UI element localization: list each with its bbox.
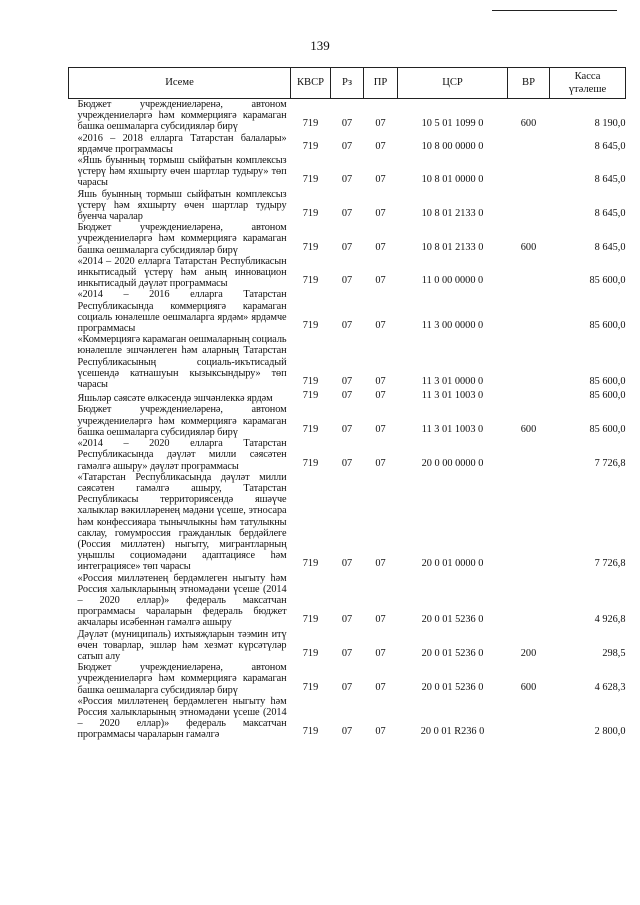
table-row: [69, 629, 626, 663]
row-vr: [508, 189, 550, 223]
row-name: «2014 – 2020 елларга Татарстан Республикасын инкытисадый үстерү һәм аның инновацион инкытисадый дәүләт программасы: [77, 255, 287, 290]
row-rz: 07: [341, 376, 353, 388]
row-csr: 11 0 00 0000 0: [421, 275, 484, 287]
row-name: Бюджет учреждениеләренә, автоном учреждениеләргә һәм коммерциягә карамаган башка оешмаларга субсидияләр бирү: [77, 99, 287, 133]
page-number: 139: [310, 38, 330, 53]
header-kassa-line2: үтәлеше: [568, 84, 607, 95]
row-csr: 10 8 01 2133 0: [421, 208, 484, 220]
row-pr: 07: [375, 376, 386, 388]
row-csr: 10 5 01 1099 0: [421, 118, 484, 130]
row-name: Дәүләт (муниципаль) ихтыяҗларын тәэмин итү өчен товарлар, эшләр һәм хезмәт күрсәтүләр сатып алу: [77, 628, 287, 662]
row-kvsr: 719: [302, 647, 319, 659]
table-body: [69, 99, 626, 741]
header-rz: Рз: [331, 68, 364, 99]
row-rz: 07: [341, 174, 353, 186]
row-kvsr: 719: [302, 390, 319, 402]
row-rz: 07: [341, 647, 353, 659]
row-amount: 8 645,0: [594, 208, 626, 220]
table-row: [69, 256, 626, 290]
row-pr: 07: [375, 390, 386, 402]
row-csr: 11 3 01 1003 0: [421, 423, 484, 435]
row-rz: 07: [341, 275, 353, 287]
row-kvsr: 719: [302, 174, 319, 186]
row-rz: 07: [341, 320, 353, 332]
row-kvsr: 719: [302, 320, 319, 332]
row-pr: 07: [375, 681, 386, 693]
row-name: «Россия милләтенең бердәмлеген ныгыту һәм Россия халыкларының этномәдәни үсеше (2014 – 2020 еллар)» федераль максатчан программасы чараларын федераль бюджет акчалары исәбеннән гамәлгә ашыру: [77, 572, 287, 629]
row-kvsr: 719: [302, 275, 319, 287]
row-name: «Татарстан Республикасында дәүләт милли сәясәтен гамәлгә ашыру, Татарстан Республикасы территориясендә яшәүче халыклар вәкилләренең мәдәни үсеше, этносара һәм конфессияара тынычлыкны һәм татулыкны саклау, гомумроссия гражданлык бердәйлеге (Россия милләтен) ныгыту, мигрантларның уңышлы социомәдәни адаптациясе һәм интеграциясе» төп чарасы: [77, 471, 287, 573]
row-csr: 20 0 01 5236 0: [421, 614, 484, 626]
row-csr: 20 0 00 0000 0: [421, 457, 484, 469]
row-amount: 8 645,0: [594, 174, 626, 186]
table-row: [69, 696, 626, 741]
table-row: [69, 390, 626, 404]
row-csr: 11 3 01 1003 0: [421, 390, 484, 402]
table-header-row: [69, 68, 626, 99]
row-vr: [508, 438, 550, 472]
row-vr: [508, 390, 550, 404]
row-csr: 10 8 01 0000 0: [421, 174, 484, 186]
table-row: [69, 334, 626, 390]
row-rz: 07: [341, 726, 353, 738]
row-pr: 07: [375, 647, 386, 659]
row-csr: 20 0 01 R236 0: [420, 726, 485, 738]
row-name: «2014 – 2020 елларга Татарстан Республикасында дәүләт милли сәясәтен гамәлгә ашыру» дәүләт программасы: [77, 438, 287, 472]
row-pr: 07: [375, 140, 386, 152]
row-pr: 07: [375, 423, 386, 435]
row-csr: 11 3 00 0000 0: [421, 320, 484, 332]
row-vr: [508, 256, 550, 290]
row-vr: 200: [520, 647, 537, 659]
table-row: [69, 404, 626, 438]
row-rz: 07: [341, 241, 353, 253]
table-row: [69, 289, 626, 334]
header-kvsr: КВСР: [291, 68, 331, 99]
row-amount: 85 600,0: [589, 320, 626, 332]
row-vr: 600: [520, 241, 537, 253]
row-kvsr: 719: [302, 208, 319, 220]
row-csr: 20 0 01 0000 0: [421, 558, 484, 570]
table-row: [69, 155, 626, 189]
row-amount: 4 628,3: [594, 681, 626, 693]
row-amount: 4 926,8: [594, 614, 626, 626]
row-rz: 07: [341, 140, 353, 152]
row-vr: 600: [520, 681, 537, 693]
row-amount: 85 600,0: [589, 423, 626, 435]
row-amount: 298,5: [602, 647, 626, 659]
row-amount: 8 645,0: [594, 140, 626, 152]
table-row: [69, 472, 626, 573]
row-vr: [508, 573, 550, 629]
row-pr: 07: [375, 275, 386, 287]
table-row: [69, 133, 626, 155]
row-csr: 10 8 01 2133 0: [421, 241, 484, 253]
row-pr: 07: [375, 614, 386, 626]
table-row: [69, 189, 626, 223]
row-vr: [508, 334, 550, 390]
row-vr: [508, 696, 550, 741]
row-rz: 07: [341, 208, 353, 220]
row-kvsr: 719: [302, 118, 319, 130]
table-row: [69, 222, 626, 256]
row-amount: 8 645,0: [594, 241, 626, 253]
row-csr: 10 8 00 0000 0: [421, 140, 484, 152]
row-name: «Коммерциягә карамаган оешмаларның социаль юнәлешле эшчәнлеген һәм аларның Татарстан Республикасының социаль-икътисадый үсешендә катнашуын кызыксындыру» төп чарасы: [77, 334, 287, 391]
row-vr: [508, 133, 550, 155]
row-kvsr: 719: [302, 457, 319, 469]
row-kvsr: 719: [302, 614, 319, 626]
row-pr: 07: [375, 118, 386, 130]
row-csr: 20 0 01 5236 0: [421, 647, 484, 659]
row-pr: 07: [375, 208, 386, 220]
row-name: Яшь буынның тормыш сыйфатын комплексыз үстерү һәм яхшырту өчен шартлар тудыру буенча чаралар: [77, 188, 287, 223]
row-amount: 85 600,0: [589, 275, 626, 287]
row-amount: 8 190,0: [594, 118, 626, 130]
row-kvsr: 719: [302, 726, 319, 738]
row-kvsr: 719: [302, 140, 319, 152]
row-pr: 07: [375, 174, 386, 186]
row-amount: 85 600,0: [589, 390, 626, 402]
header-kassa-line1: Касса: [574, 71, 601, 82]
header-name: Исеме: [69, 68, 291, 99]
header-vr: ВР: [508, 68, 550, 99]
row-name: «Россия милләтенең бердәмлеген ныгыту һәм Россия халыкларының этномәдәни үсеше (2014 – 2020 еллар)» федераль максатчан программасы чараларын гамәлгә: [77, 695, 287, 741]
row-amount: 2 800,0: [594, 726, 626, 738]
row-name: Бюджет учреждениеләренә, автоном учреждениеләргә һәм коммерциягә карамаган башка оешмаларга субсидияләр бирү: [77, 662, 287, 696]
row-pr: 07: [375, 320, 386, 332]
row-csr: 11 3 01 0000 0: [421, 376, 484, 388]
row-vr: [508, 289, 550, 334]
row-amount: 7 726,8: [594, 558, 626, 570]
table-row: [69, 662, 626, 696]
row-pr: 07: [375, 558, 386, 570]
row-name: Бюджет учреждениеләренә, автоном учреждениеләргә һәм коммерциягә карамаган башка оешмаларга субсидияләр бирү: [77, 404, 287, 438]
row-name: «Яшь буынның тормыш сыйфатын комплексыз үстерү һәм яхшырту өчен шартлар тудыру» төп чарасы: [77, 155, 287, 189]
row-vr: 600: [520, 118, 537, 130]
row-pr: 07: [375, 726, 386, 738]
row-kvsr: 719: [302, 241, 319, 253]
row-vr: 600: [520, 423, 537, 435]
row-pr: 07: [375, 457, 386, 469]
row-rz: 07: [341, 457, 353, 469]
header-rule: [492, 10, 617, 11]
row-kvsr: 719: [302, 681, 319, 693]
row-name: Яшьләр сәясәте өлкәсендә эшчәнлеккә ярдәм: [77, 393, 273, 405]
row-rz: 07: [341, 118, 353, 130]
row-vr: [508, 472, 550, 573]
table-row: [69, 573, 626, 629]
row-amount: 7 726,8: [594, 457, 626, 469]
budget-table: [68, 67, 626, 741]
row-pr: 07: [375, 241, 386, 253]
header-kassa: [550, 68, 626, 99]
row-rz: 07: [341, 614, 353, 626]
table-row: [69, 99, 626, 133]
row-amount: 85 600,0: [589, 376, 626, 388]
row-kvsr: 719: [302, 558, 319, 570]
row-vr: [508, 155, 550, 189]
table-row: [69, 438, 626, 472]
row-name: Бюджет учреждениеләренә, автоном учреждениеләргә һәм коммерциягә карамаган башка оешмаларга субсидияләр бирү: [77, 222, 287, 256]
row-name: «2014 – 2016 елларга Татарстан Республикасында коммерциягә карамаган социаль юнәлешле оешмаларга ярдәм» ярдәмче программасы: [77, 289, 287, 335]
row-rz: 07: [341, 423, 353, 435]
row-rz: 07: [341, 390, 353, 402]
row-kvsr: 719: [302, 376, 319, 388]
header-csr: ЦСР: [398, 68, 508, 99]
row-name: «2016 – 2018 елларга Татарстан балалары» ярдәмче программасы: [77, 132, 287, 155]
row-rz: 07: [341, 558, 353, 570]
header-pr: ПР: [364, 68, 398, 99]
row-rz: 07: [341, 681, 353, 693]
row-csr: 20 0 01 5236 0: [421, 681, 484, 693]
row-kvsr: 719: [302, 423, 319, 435]
